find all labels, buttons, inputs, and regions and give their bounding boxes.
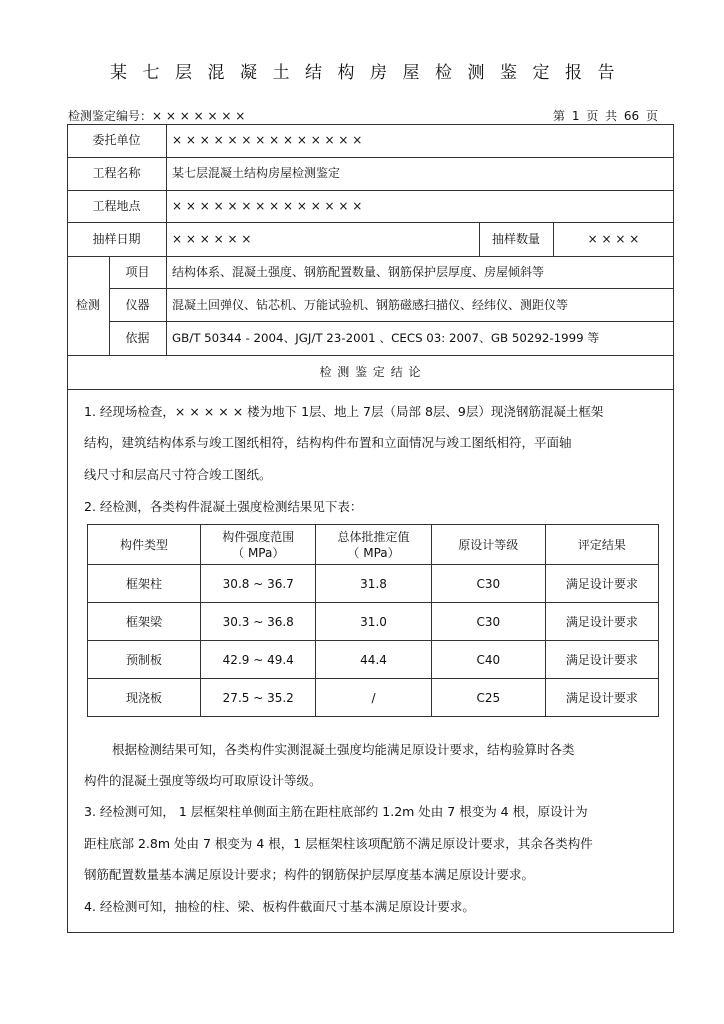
detection-basis-value: GB/T 50344 - 2004、JGJ/T 23-2001 、CECS 03: 2007、GB 50292-1999 等 [172,331,600,345]
row-divider [67,389,674,390]
conclusion-1-line-3: 线尺寸和层高尺寸符合竣工图纸。 [84,467,272,482]
estimated-value: 44.4 [316,641,431,679]
strength-range: 42.9 ~ 49.4 [201,641,316,679]
client-label: 委托单位 [92,133,141,147]
header-member-type: 构件类型 [88,525,201,565]
report-number-value: × × × × × × × [152,109,246,123]
result: 满足设计要求 [545,679,658,717]
conclusion-header: 检 测 鉴 定 结 论 [319,365,422,379]
header-strength-range: 构件强度范围 （ MPa） [201,525,316,565]
sampling-qty-value: × × × × [587,232,640,246]
report-number [68,107,245,124]
detection-instruments-label: 仪器 [125,298,150,312]
row-divider [67,355,674,356]
header-estimated-value: 总体批推定值 （ MPa） [316,525,431,565]
report-title: 某七层混凝土结构房屋检测鉴定报告 [110,63,630,83]
design-grade: C40 [431,641,545,679]
conclusion-3-line-2: 距柱底部 2.8m 处由 7 根变为 4 根，1 层框架柱该项配筋不满足原设计要求，其余各类构件 [84,836,593,851]
row-divider [67,222,674,223]
table-row [88,565,659,603]
row-divider [67,256,674,257]
conclusion-1-line-1: 1. 经现场检查，× × × × × 楼为地下 1层、地上 7层（局部 8层、9层）现浇钢筋混凝土框架 [84,404,604,419]
client-value: × × × × × × × × × × × × × × [172,133,363,147]
conclusion-3-line-3: 钢筋配置数量基本满足原设计要求；构件的钢筋保护层厚度基本满足原设计要求。 [84,867,535,882]
column-divider [166,124,167,355]
estimated-value: 31.8 [316,565,431,603]
conclusion-strength-line-1: 根据检测结果可知，各类构件实测混凝土强度均能满足原设计要求，结构验算时各类 [112,742,575,757]
strength-range: 30.3 ~ 36.8 [201,603,316,641]
detection-instruments-value: 混凝土回弹仪、钻芯机、万能试验机、钢筋磁感扫描仪、经纬仪、测距仪等 [172,298,569,312]
strength-range: 30.8 ~ 36.7 [201,565,316,603]
table-row [88,679,659,717]
result: 满足设计要求 [545,603,658,641]
member-type: 框架梁 [88,603,201,641]
member-type: 现浇板 [88,679,201,717]
detection-items-value: 结构体系、混凝土强度、钢筋配置数量、钢筋保护层厚度、房屋倾斜等 [172,265,545,279]
table-row [88,641,659,679]
conclusion-3-line-1: 3. 经检测可知， 1 层框架柱单侧面主筋在距柱底部约 1.2m 处由 7 根变为 4 根，原设计为 [84,804,588,819]
member-type: 框架柱 [88,565,201,603]
report-number-label: 检测鉴定编号： [68,109,153,123]
header-design-grade: 原设计等级 [431,525,545,565]
project-name-label: 工程名称 [92,166,141,180]
table-header-row [88,525,659,565]
header-result: 评定结果 [545,525,658,565]
design-grade: C30 [431,565,545,603]
result: 满足设计要求 [545,565,658,603]
page-info: 第 1 页 共 66 页 [553,109,658,123]
conclusion-strength-line-2: 构件的混凝土强度等级均可取原设计等级。 [84,773,322,788]
project-site-label: 工程地点 [92,199,141,213]
project-name-value: 某七层混凝土结构房屋检测鉴定 [172,166,341,180]
row-divider [109,321,674,322]
estimated-value: 31.0 [316,603,431,641]
row-divider [67,157,674,158]
row-divider [109,288,674,289]
project-site-value: × × × × × × × × × × × × × × [172,199,363,213]
design-grade: C30 [431,603,545,641]
design-grade: C25 [431,679,545,717]
conclusion-1-line-2: 结构，建筑结构体系与竣工图纸相符，结构构件布置和立面情况与竣工图纸相符，平面轴 [84,435,572,450]
conclusion-2: 2. 经检测，各类构件混凝土强度检测结果见下表： [84,499,363,514]
detection-basis-label: 依据 [125,331,150,345]
detection-items-label: 项目 [125,265,150,279]
result: 满足设计要求 [545,641,658,679]
sampling-date-label: 抽样日期 [92,232,141,246]
strength-range: 27.5 ~ 35.2 [201,679,316,717]
sampling-qty-label: 抽样数量 [491,232,540,246]
estimated-value: / [316,679,431,717]
member-type: 预制板 [88,641,201,679]
detection-label: 检测 [75,298,100,312]
conclusion-4: 4. 经检测可知，抽检的柱、梁、板构件截面尺寸基本满足原设计要求。 [84,899,475,914]
row-divider [67,190,674,191]
sampling-date-value: × × × × × × [172,232,252,246]
table-row [88,603,659,641]
strength-table [87,524,659,717]
